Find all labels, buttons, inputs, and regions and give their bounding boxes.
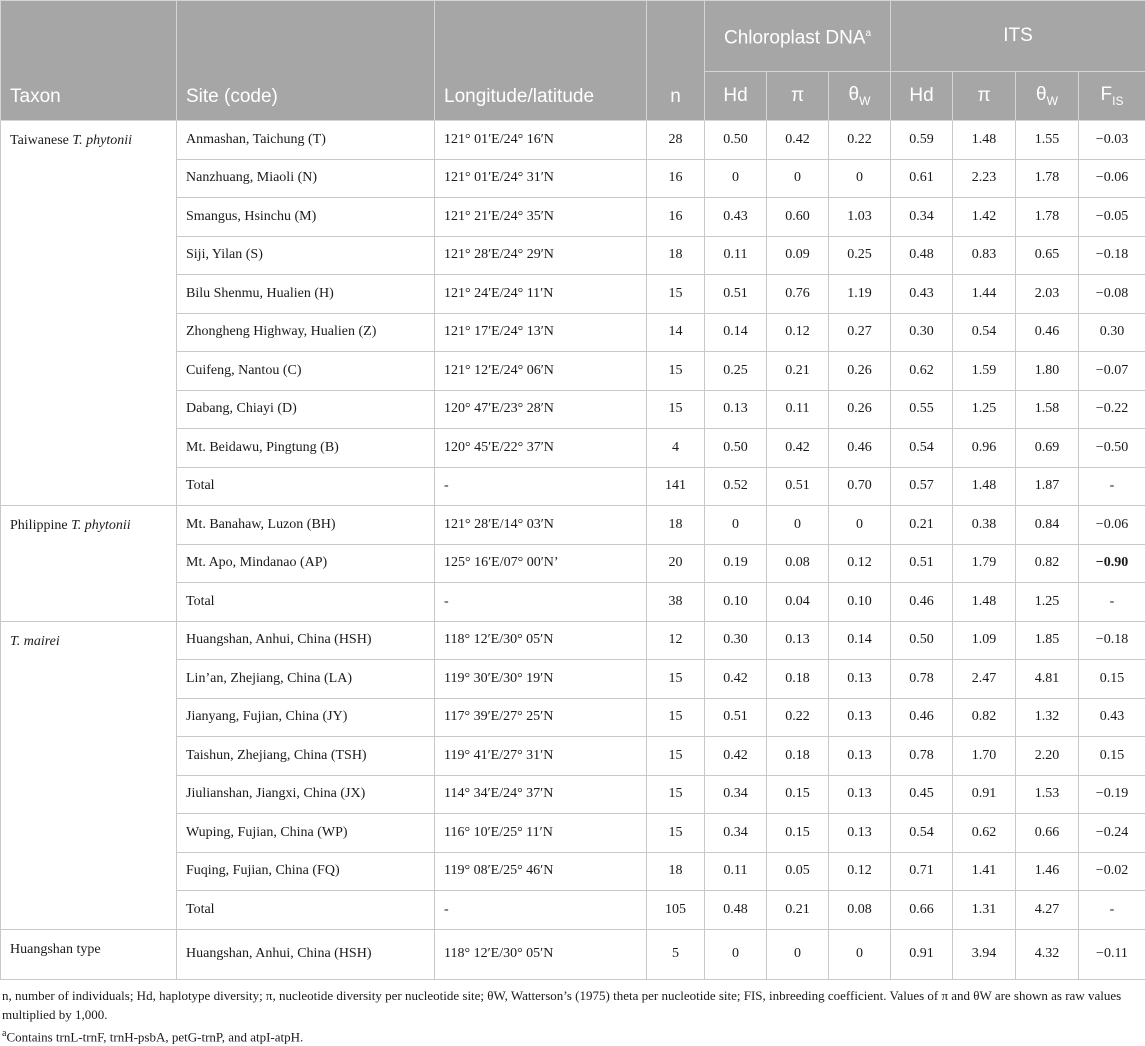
its-pi-cell: 1.25 [953,390,1016,429]
n-cell: 15 [647,814,705,853]
header-its-theta-sub: W [1047,94,1058,108]
cp-pi-cell: 0 [767,159,829,198]
its-hd-cell: 0.45 [891,775,953,814]
its-hd-cell: 0.62 [891,352,953,391]
cp-pi-cell: 0.22 [767,698,829,737]
n-cell: 15 [647,775,705,814]
its-pi-cell: 1.44 [953,275,1016,314]
lonlat-cell: 116° 10′E/25° 11′N [435,814,647,853]
cp-hd-cell: 0.52 [705,467,767,506]
taxon-italic: T. phytonii [71,518,131,533]
site-cell: Siji, Yilan (S) [177,236,435,275]
table-body [1,121,1145,980]
n-cell: 12 [647,621,705,660]
its-hd-cell: 0.71 [891,852,953,891]
n-cell: 16 [647,159,705,198]
n-cell: 18 [647,236,705,275]
lonlat-cell: - [435,891,647,930]
its-hd-cell: 0.54 [891,814,953,853]
header-cp-theta [829,72,891,121]
lonlat-cell: 121° 01′E/24° 16′N [435,121,647,160]
cp-pi-cell: 0.09 [767,236,829,275]
cp-theta-cell: 0.13 [829,660,891,699]
header-chloroplast [705,1,891,72]
fis-cell: 0.15 [1079,660,1145,699]
lonlat-cell: 121° 28′E/14° 03′N [435,506,647,545]
n-cell: 15 [647,698,705,737]
cp-pi-cell: 0.18 [767,737,829,776]
n-cell: 15 [647,352,705,391]
n-cell: 4 [647,429,705,468]
fis-cell: −0.06 [1079,506,1145,545]
cp-hd-cell: 0 [705,929,767,980]
site-cell: Total [177,467,435,506]
n-cell: 14 [647,313,705,352]
fis-cell: 0.15 [1079,737,1145,776]
cp-pi-cell: 0.11 [767,390,829,429]
its-theta-cell: 0.69 [1016,429,1079,468]
cp-theta-cell: 0.25 [829,236,891,275]
site-cell: Fuqing, Fujian, China (FQ) [177,852,435,891]
site-cell: Lin’an, Zhejiang, China (LA) [177,660,435,699]
its-theta-cell: 0.84 [1016,506,1079,545]
lonlat-cell: 121° 24′E/24° 11′N [435,275,647,314]
cp-pi-cell: 0.21 [767,352,829,391]
taxon-italic: T. mairei [10,634,60,649]
n-cell: 15 [647,660,705,699]
its-theta-cell: 2.03 [1016,275,1079,314]
footnote-a [2,1024,1142,1046]
header-cp-hd: Hd [705,72,767,121]
cp-pi-cell: 0.15 [767,775,829,814]
cp-hd-cell: 0.48 [705,891,767,930]
cp-pi-cell: 0.42 [767,429,829,468]
cp-hd-cell: 0.11 [705,852,767,891]
fis-cell: - [1079,891,1145,930]
its-pi-cell: 2.23 [953,159,1016,198]
its-pi-cell: 0.83 [953,236,1016,275]
table-row [1,506,1145,545]
lonlat-cell: 120° 45′E/22° 37′N [435,429,647,468]
lonlat-cell: 121° 01′E/24° 31′N [435,159,647,198]
lonlat-cell: 118° 12′E/30° 05′N [435,621,647,660]
lonlat-cell: 119° 08′E/25° 46′N [435,852,647,891]
its-hd-cell: 0.78 [891,660,953,699]
lonlat-cell: 120° 47′E/23° 28′N [435,390,647,429]
cp-theta-cell: 0.13 [829,698,891,737]
fis-cell: −0.18 [1079,621,1145,660]
its-pi-cell: 3.94 [953,929,1016,980]
fis-cell: −0.06 [1079,159,1145,198]
n-cell: 38 [647,583,705,622]
lonlat-cell: - [435,583,647,622]
cp-theta-cell: 0.10 [829,583,891,622]
cp-hd-cell: 0.43 [705,198,767,237]
its-pi-cell: 2.47 [953,660,1016,699]
cp-hd-cell: 0.10 [705,583,767,622]
its-pi-cell: 1.09 [953,621,1016,660]
header-site: Site (code) [177,1,435,121]
fis-cell: −0.03 [1079,121,1145,160]
fis-cell: −0.05 [1079,198,1145,237]
its-hd-cell: 0.30 [891,313,953,352]
site-cell: Zhongheng Highway, Hualien (Z) [177,313,435,352]
site-cell: Mt. Banahaw, Luzon (BH) [177,506,435,545]
header-its-hd: Hd [891,72,953,121]
fis-cell: −0.19 [1079,775,1145,814]
fis-cell: 0.43 [1079,698,1145,737]
cp-hd-cell: 0.19 [705,544,767,583]
cp-theta-cell: 0.27 [829,313,891,352]
cp-hd-cell: 0.30 [705,621,767,660]
cp-theta-cell: 0.12 [829,852,891,891]
cp-theta-cell: 0.46 [829,429,891,468]
cp-theta-cell: 0.13 [829,737,891,776]
cp-pi-cell: 0.76 [767,275,829,314]
cp-hd-cell: 0.34 [705,775,767,814]
fis-cell: −0.07 [1079,352,1145,391]
site-cell: Total [177,583,435,622]
footnote-a-text: Contains trnL-trnF, trnH-psbA, petG-trnP, and atpI-atpH. [6,1029,303,1044]
taxon-prefix: Huangshan type [10,942,101,957]
header-its: ITS [891,1,1145,72]
n-cell: 20 [647,544,705,583]
cp-theta-cell: 0.26 [829,390,891,429]
fis-cell: −0.18 [1079,236,1145,275]
n-cell: 18 [647,852,705,891]
lonlat-cell: 125° 16′E/07° 00′N’ [435,544,647,583]
cp-theta-cell: 0.14 [829,621,891,660]
its-hd-cell: 0.61 [891,159,953,198]
its-theta-cell: 1.25 [1016,583,1079,622]
cp-hd-cell: 0.14 [705,313,767,352]
n-cell: 16 [647,198,705,237]
table-row [1,929,1145,980]
its-theta-cell: 1.85 [1016,621,1079,660]
cp-hd-cell: 0.50 [705,121,767,160]
cp-theta-cell: 0 [829,506,891,545]
fis-cell: −0.11 [1079,929,1145,980]
its-theta-cell: 1.32 [1016,698,1079,737]
its-hd-cell: 0.46 [891,583,953,622]
site-cell: Jiulianshan, Jiangxi, China (JX) [177,775,435,814]
its-pi-cell: 0.96 [953,429,1016,468]
its-pi-cell: 1.48 [953,121,1016,160]
taxon-cell [1,506,177,622]
header-fis-symbol: F [1101,84,1113,105]
its-theta-cell: 2.20 [1016,737,1079,776]
its-pi-cell: 1.70 [953,737,1016,776]
site-cell: Total [177,891,435,930]
cp-hd-cell: 0.25 [705,352,767,391]
taxon-prefix: Taiwanese [10,133,72,148]
fis-cell: −0.90 [1079,544,1145,583]
its-hd-cell: 0.57 [891,467,953,506]
lonlat-cell: 118° 12′E/30° 05′N [435,929,647,980]
cp-hd-cell: 0.42 [705,660,767,699]
its-hd-cell: 0.59 [891,121,953,160]
fis-cell: −0.24 [1079,814,1145,853]
its-pi-cell: 1.79 [953,544,1016,583]
lonlat-cell: 121° 17′E/24° 13′N [435,313,647,352]
n-cell: 28 [647,121,705,160]
header-fis-sub: IS [1112,94,1123,108]
fis-cell: −0.02 [1079,852,1145,891]
cp-pi-cell: 0.42 [767,121,829,160]
site-cell: Jianyang, Fujian, China (JY) [177,698,435,737]
its-theta-cell: 0.82 [1016,544,1079,583]
its-pi-cell: 1.48 [953,583,1016,622]
taxon-cell [1,929,177,980]
site-cell: Anmashan, Taichung (T) [177,121,435,160]
site-cell: Smangus, Hsinchu (M) [177,198,435,237]
its-theta-cell: 1.46 [1016,852,1079,891]
cp-pi-cell: 0.60 [767,198,829,237]
cp-pi-cell: 0.15 [767,814,829,853]
site-cell: Huangshan, Anhui, China (HSH) [177,929,435,980]
cp-theta-cell: 0.13 [829,814,891,853]
site-cell: Nanzhuang, Miaoli (N) [177,159,435,198]
its-theta-cell: 4.27 [1016,891,1079,930]
cp-theta-cell: 0 [829,159,891,198]
cp-pi-cell: 0.12 [767,313,829,352]
cp-theta-cell: 0.22 [829,121,891,160]
cp-pi-cell: 0.05 [767,852,829,891]
cp-pi-cell: 0.51 [767,467,829,506]
lonlat-cell: 121° 28′E/24° 29′N [435,236,647,275]
fis-cell: - [1079,467,1145,506]
its-hd-cell: 0.91 [891,929,953,980]
site-cell: Bilu Shenmu, Hualien (H) [177,275,435,314]
header-taxon: Taxon [1,1,177,121]
cp-theta-cell: 1.03 [829,198,891,237]
its-pi-cell: 1.48 [953,467,1016,506]
lonlat-cell: 117° 39′E/27° 25′N [435,698,647,737]
header-chloroplast-label: Chloroplast DNA [724,27,866,48]
cp-theta-cell: 0.08 [829,891,891,930]
n-cell: 5 [647,929,705,980]
site-cell: Huangshan, Anhui, China (HSH) [177,621,435,660]
its-hd-cell: 0.34 [891,198,953,237]
its-hd-cell: 0.78 [891,737,953,776]
taxon-cell [1,121,177,506]
header-its-theta [1016,72,1079,121]
cp-hd-cell: 0.13 [705,390,767,429]
site-cell: Mt. Beidawu, Pingtung (B) [177,429,435,468]
its-hd-cell: 0.43 [891,275,953,314]
cp-theta-cell: 1.19 [829,275,891,314]
cp-hd-cell: 0.51 [705,698,767,737]
site-cell: Mt. Apo, Mindanao (AP) [177,544,435,583]
its-hd-cell: 0.55 [891,390,953,429]
header-fis [1079,72,1145,121]
its-theta-cell: 1.87 [1016,467,1079,506]
n-cell: 15 [647,737,705,776]
cp-theta-cell: 0.26 [829,352,891,391]
fis-cell: 0.30 [1079,313,1145,352]
its-theta-cell: 1.80 [1016,352,1079,391]
cp-hd-cell: 0 [705,159,767,198]
its-pi-cell: 0.38 [953,506,1016,545]
table-row [1,621,1145,660]
cp-theta-cell: 0.70 [829,467,891,506]
n-cell: 15 [647,390,705,429]
cp-pi-cell: 0.04 [767,583,829,622]
its-hd-cell: 0.48 [891,236,953,275]
cp-pi-cell: 0.08 [767,544,829,583]
header-chloroplast-footnote-mark: a [865,28,871,39]
its-pi-cell: 1.41 [953,852,1016,891]
its-pi-cell: 1.31 [953,891,1016,930]
n-cell: 141 [647,467,705,506]
cp-hd-cell: 0.11 [705,236,767,275]
its-theta-cell: 1.55 [1016,121,1079,160]
lonlat-cell: 114° 34′E/24° 37′N [435,775,647,814]
header-its-theta-symbol: θ [1036,84,1047,105]
lonlat-cell: 121° 21′E/24° 35′N [435,198,647,237]
its-pi-cell: 0.62 [953,814,1016,853]
cp-theta-cell: 0 [829,929,891,980]
n-cell: 105 [647,891,705,930]
taxon-italic: T. phytonii [72,133,132,148]
lonlat-cell: 119° 41′E/27° 31′N [435,737,647,776]
fis-cell: - [1079,583,1145,622]
table-header [1,1,1145,121]
cp-theta-cell: 0.12 [829,544,891,583]
its-hd-cell: 0.50 [891,621,953,660]
n-cell: 18 [647,506,705,545]
site-cell: Taishun, Zhejiang, China (TSH) [177,737,435,776]
site-cell: Cuifeng, Nantou (C) [177,352,435,391]
its-hd-cell: 0.66 [891,891,953,930]
fis-cell: −0.08 [1079,275,1145,314]
its-pi-cell: 0.54 [953,313,1016,352]
its-hd-cell: 0.21 [891,506,953,545]
its-pi-cell: 1.42 [953,198,1016,237]
fis-cell: −0.22 [1079,390,1145,429]
site-cell: Dabang, Chiayi (D) [177,390,435,429]
lonlat-cell: 121° 12′E/24° 06′N [435,352,647,391]
taxon-cell [1,621,177,929]
its-hd-cell: 0.46 [891,698,953,737]
cp-theta-cell: 0.13 [829,775,891,814]
cp-hd-cell: 0.34 [705,814,767,853]
lonlat-cell: 119° 30′E/30° 19′N [435,660,647,699]
header-cp-pi: π [767,72,829,121]
cp-hd-cell: 0 [705,506,767,545]
cp-pi-cell: 0.21 [767,891,829,930]
fis-cell: −0.50 [1079,429,1145,468]
its-pi-cell: 1.59 [953,352,1016,391]
n-cell: 15 [647,275,705,314]
cp-hd-cell: 0.50 [705,429,767,468]
cp-pi-cell: 0.13 [767,621,829,660]
its-theta-cell: 0.46 [1016,313,1079,352]
its-theta-cell: 1.53 [1016,775,1079,814]
cp-hd-cell: 0.42 [705,737,767,776]
table-row [1,121,1145,160]
its-theta-cell: 1.58 [1016,390,1079,429]
footnote-a-mark: a [2,1028,6,1039]
its-pi-cell: 0.82 [953,698,1016,737]
table-footnotes [0,980,1144,1046]
its-theta-cell: 1.78 [1016,198,1079,237]
its-theta-cell: 0.66 [1016,814,1079,853]
header-cp-theta-symbol: θ [849,84,860,105]
header-its-pi: π [953,72,1016,121]
lonlat-cell: - [435,467,647,506]
cp-hd-cell: 0.51 [705,275,767,314]
header-n: n [647,1,705,121]
its-hd-cell: 0.51 [891,544,953,583]
its-theta-cell: 0.65 [1016,236,1079,275]
header-cp-theta-sub: W [859,94,870,108]
cp-pi-cell: 0 [767,506,829,545]
its-theta-cell: 1.78 [1016,159,1079,198]
its-theta-cell: 4.32 [1016,929,1079,980]
its-hd-cell: 0.54 [891,429,953,468]
its-pi-cell: 0.91 [953,775,1016,814]
taxon-prefix: Philippine [10,518,71,533]
site-cell: Wuping, Fujian, China (WP) [177,814,435,853]
cp-pi-cell: 0 [767,929,829,980]
its-theta-cell: 4.81 [1016,660,1079,699]
header-lonlat: Longitude/latitude [435,1,647,121]
cp-pi-cell: 0.18 [767,660,829,699]
footnote-main: n, number of individuals; Hd, haplotype diversity; π, nucleotide diversity per nucleotide site; θW, Watterson’s (1975) theta per nucleotide site; FIS, inbreeding coefficient. Values of π and θW are shown as raw values multiplied by 1,000. [2,986,1142,1024]
